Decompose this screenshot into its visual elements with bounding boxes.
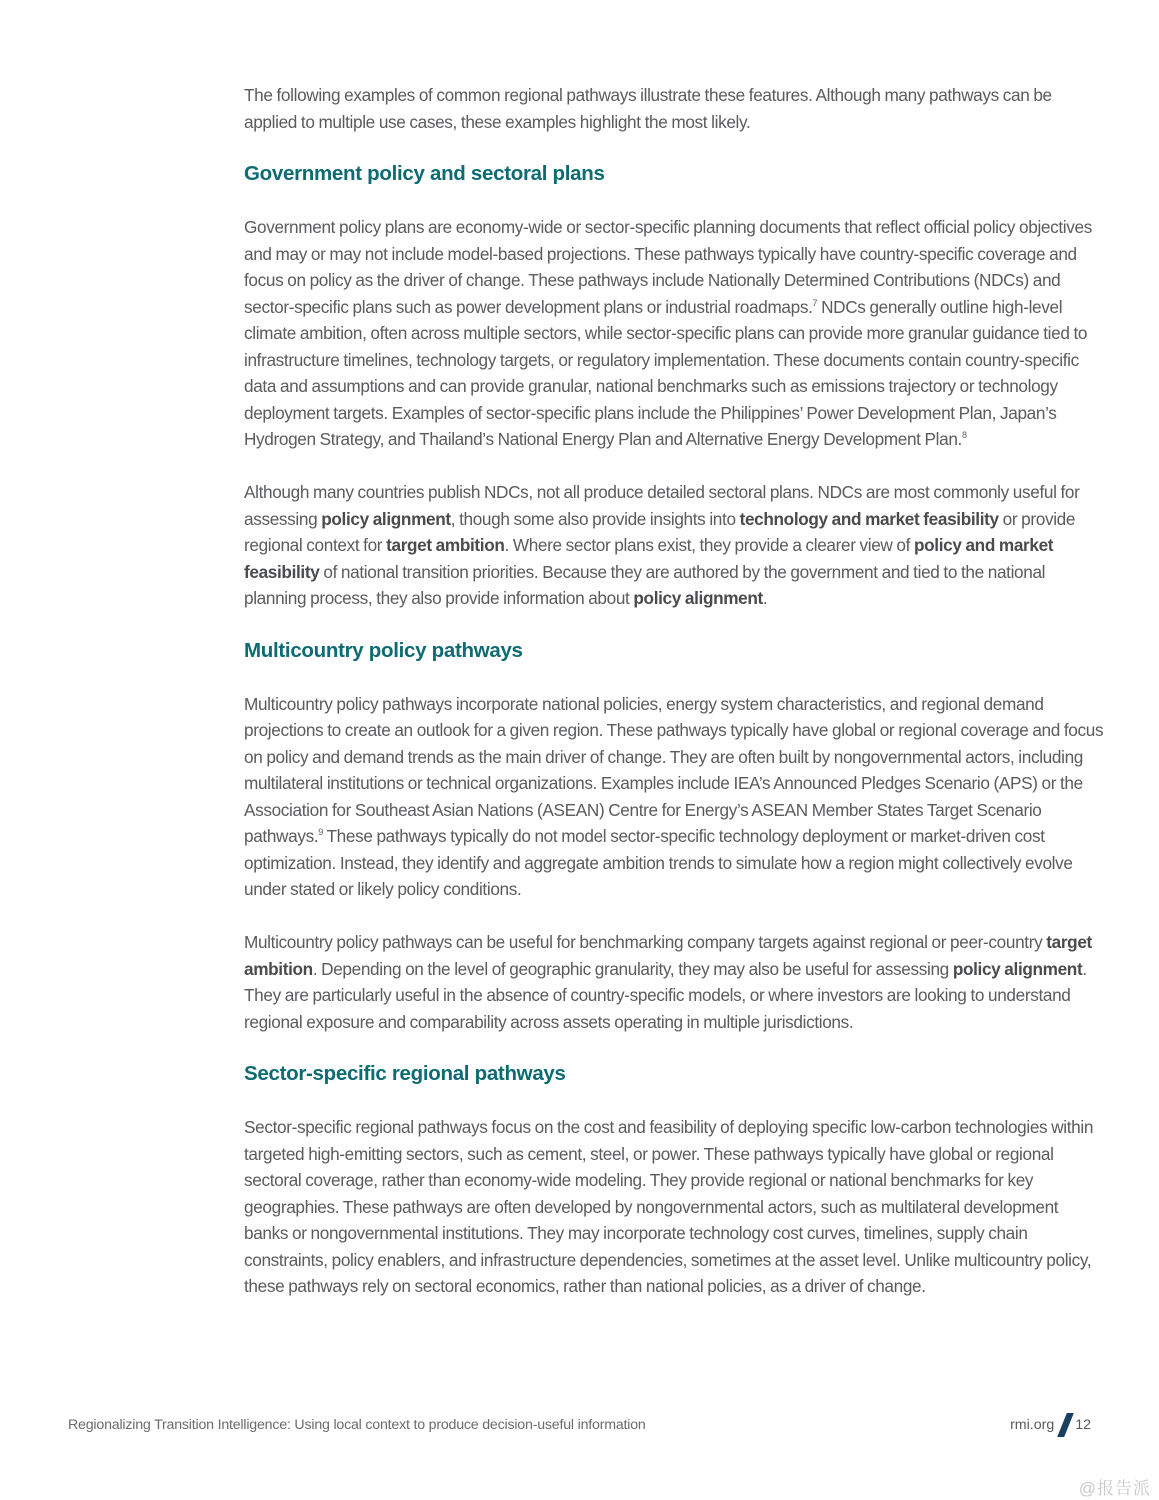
footer-page-info [1010,1413,1091,1437]
text-run: . Where sector plans exist, they provide a clearer view of [504,535,914,555]
government-policy-paragraph-2 [244,479,1104,612]
bold-term: policy alignment [321,508,451,529]
page-content [244,82,1104,1300]
text-run: Multicountry policy pathways incorporate national policies, energy system characteristics, and regional demand projections to create an outlook for a given region. These pathways typically have global or regional coverage and focus on policy and demand trends as the main driver of change. They are often built by nongovernmental actors, including multilateral institutions or technical organizations. Examples include IEA’s Announced Pledges Scenario (APS) or the Association for Southeast Asian Nations (ASEAN) Centre for Energy’s ASEAN Member States Target Scenario pathways. [244,693,1104,846]
text-run: of national transition priorities. Because they are authored by the government and tied to the national planning process, they also provide information about [244,561,1046,608]
government-policy-paragraph-1 [244,214,1104,453]
bold-term: target ambition [244,932,1092,979]
footer-report-title: Regionalizing Transition Intelligence: Using local context to produce decision-useful information [68,1417,646,1433]
footnote-ref-9[interactable]: 9 [318,827,323,837]
page-number: 12 [1075,1417,1091,1433]
text-run: . Depending on the level of geographic granularity, they may also be useful for assessing [312,958,953,979]
bold-term: policy alignment [952,958,1083,979]
slash-divider-icon [1057,1413,1074,1437]
footnote-ref-7[interactable]: 7 [812,297,818,308]
bold-term: target ambition [386,535,505,555]
footer-site-link[interactable]: rmi.org [1010,1417,1055,1433]
text-run: , though some also provide insights into [450,508,740,529]
section-heading-multicountry: Multicountry policy pathways [244,638,523,662]
text-run: . [762,588,768,608]
text-run: These pathways typically do not model sector-specific technology deployment or market-driven cost optimization. Instead, they identify and aggregate ambition trends to simulate how a region might collectively evolve under stated or likely policy conditions. [244,826,1073,899]
footnote-ref-8[interactable]: 8 [961,430,967,440]
text-run: NDCs generally outline high-level climate ambition, often across multiple sectors, while sector-specific plans can provide more granular guidance tied to infrastructure timelines, technology targets, or regulatory implementation. These documents contain country-specific data and assumptions and can provide granular, national benchmarks such as emissions trajectory or technology deployment targets. Examples of sector-specific plans include the Philippines’ Power Development Plan, Japan’s Hydrogen Strategy, and Thailand’s National Energy Plan and Alternative Energy Development Plan. [244,296,1088,449]
text-run: Multicountry policy pathways can be useful for benchmarking company targets against regional or peer-country [244,932,1047,952]
multicountry-paragraph-1 [244,691,1104,903]
section-heading-government-policy: Government policy and sectoral plans [244,162,605,185]
multicountry-paragraph-2 [244,929,1104,1035]
bold-term: policy and market feasibility [244,535,1054,582]
text-run: Sector-specific regional pathways focus on the cost and feasibility of deploying specific low-carbon technologies within targeted high-emitting sectors, such as cement, steel, or power. These pathways typically have global or regional sectoral coverage, rather than economy-wide modeling. They provide regional or national benchmarks for key geographies. These pathways are often developed by nongovernmental actors, such as multilateral development banks or nongovernmental institutions. They may incorporate technology cost curves, timelines, supply chain constraints, policy enablers, and infrastructure dependencies, sometimes at the asset level. Unlike multicountry policy, these pathways rely on sectoral economics, rather than national policies, as a driver of change. [244,1117,1094,1296]
sector-specific-paragraph-1 [244,1114,1104,1300]
bold-term: policy alignment [633,588,763,608]
text-run: Government policy plans are economy-wide or sector-specific planning documents that reflect official policy objectives and may or may not include model-based projections. These pathways typically have country-specific coverage and focus on policy as the driver of change. These pathways include Nationally Determined Contributions (NDCs) and sector-specific plans such as power development plans or industrial roadmaps. [244,217,1092,317]
bold-term: technology and market feasibility [739,508,999,529]
text-run: Although many countries publish NDCs, not all produce detailed sectoral plans. NDCs are most commonly useful for assessing [244,482,1080,529]
text-run: or provide regional context for [244,508,1076,555]
text-run: . They are particularly useful in the absence of country-specific models, or where investors are looking to understand regional exposure and comparability across assets operating in multiple jurisdictions. [244,958,1087,1032]
section-heading-sector-specific: Sector-specific regional pathways [244,1062,566,1085]
intro-paragraph: The following examples of common regional pathways illustrate these features. Although many pathways can be applied to multiple use cases, these examples highlight the most likely. [244,85,1052,132]
watermark: @报告派 [1078,1479,1151,1498]
